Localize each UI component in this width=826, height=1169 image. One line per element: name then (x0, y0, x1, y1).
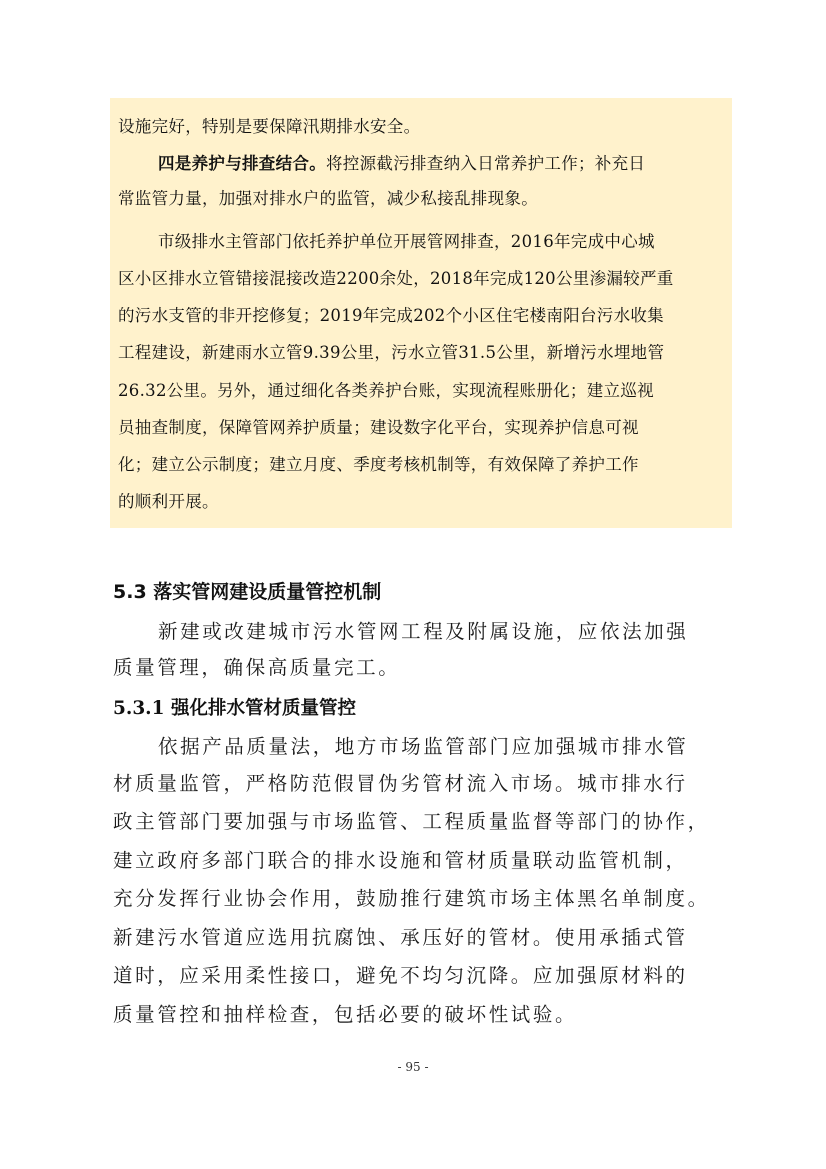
highlighted-callout-box (110, 98, 732, 528)
body-line: 政主管部门要加强与市场监管、工程质量监督等部门的协作， (113, 810, 710, 833)
callout-line (158, 154, 645, 174)
section-heading-5-3: 5.3 落实管网建设质量管控机制 (113, 581, 382, 603)
body-line: 道时，应采用柔性接口，避免不均匀沉降。应加强原材料的 (113, 964, 688, 987)
callout-line-text: 将控源截污排查纳入日常养护工作；补充日 (326, 154, 646, 173)
callout-bold-lead: 四是养护与排查结合。 (158, 154, 326, 173)
body-line: 材质量监管，严格防范假冒伪劣管材流入市场。城市排水行 (113, 772, 688, 795)
body-line: 新建污水管道应选用抗腐蚀、承压好的管材。使用承插式管 (113, 926, 688, 949)
callout-line: 工程建设，新建雨水立管9.39公里，污水立管31.5公里，新增污水埋地管 (118, 343, 665, 362)
callout-line: 化；建立公示制度；建立月度、季度考核机制等，有效保障了养护工作 (118, 455, 639, 474)
callout-line: 的污水支管的非开挖修复；2019年完成202个小区住宅楼南阳台污水收集 (118, 306, 664, 325)
callout-line: 设施完好，特别是要保障汛期排水安全。 (118, 117, 421, 136)
callout-line: 市级排水主管部门依托养护单位开展管网排查，2016年完成中心城 (158, 232, 655, 251)
callout-line: 的顺利开展。 (118, 492, 219, 511)
callout-line: 常监管力量，加强对排水户的监管，减少私接乱排现象。 (118, 189, 538, 208)
callout-line: 员抽查制度，保障管网养护质量；建设数字化平台，实现养护信息可视 (118, 418, 639, 437)
page-number: - 95 - (397, 1060, 429, 1074)
callout-line: 26.32公里。另外，通过细化各类养护台账，实现流程账册化；建立巡视 (118, 381, 654, 400)
section-heading-5-3-1: 5.3.1 强化排水管材质量管控 (113, 698, 356, 719)
callout-line: 区小区排水立管错接混接改造2200余处，2018年完成120公里渗漏较严重 (118, 269, 674, 288)
body-line: 质量管理，确保高质量完工。 (113, 656, 401, 679)
body-line: 新建或改建城市污水管网工程及附属设施，应依法加强 (158, 620, 689, 643)
body-line: 建立政府多部门联合的排水设施和管材质量联动监管机制， (113, 849, 688, 872)
body-line: 依据产品质量法，地方市场监管部门应加强城市排水管 (158, 735, 689, 758)
body-line: 充分发挥行业协会作用，鼓励推行建筑市场主体黑名单制度。 (113, 887, 710, 910)
body-line: 质量管控和抽样检查，包括必要的破坏性试验。 (113, 1003, 578, 1026)
